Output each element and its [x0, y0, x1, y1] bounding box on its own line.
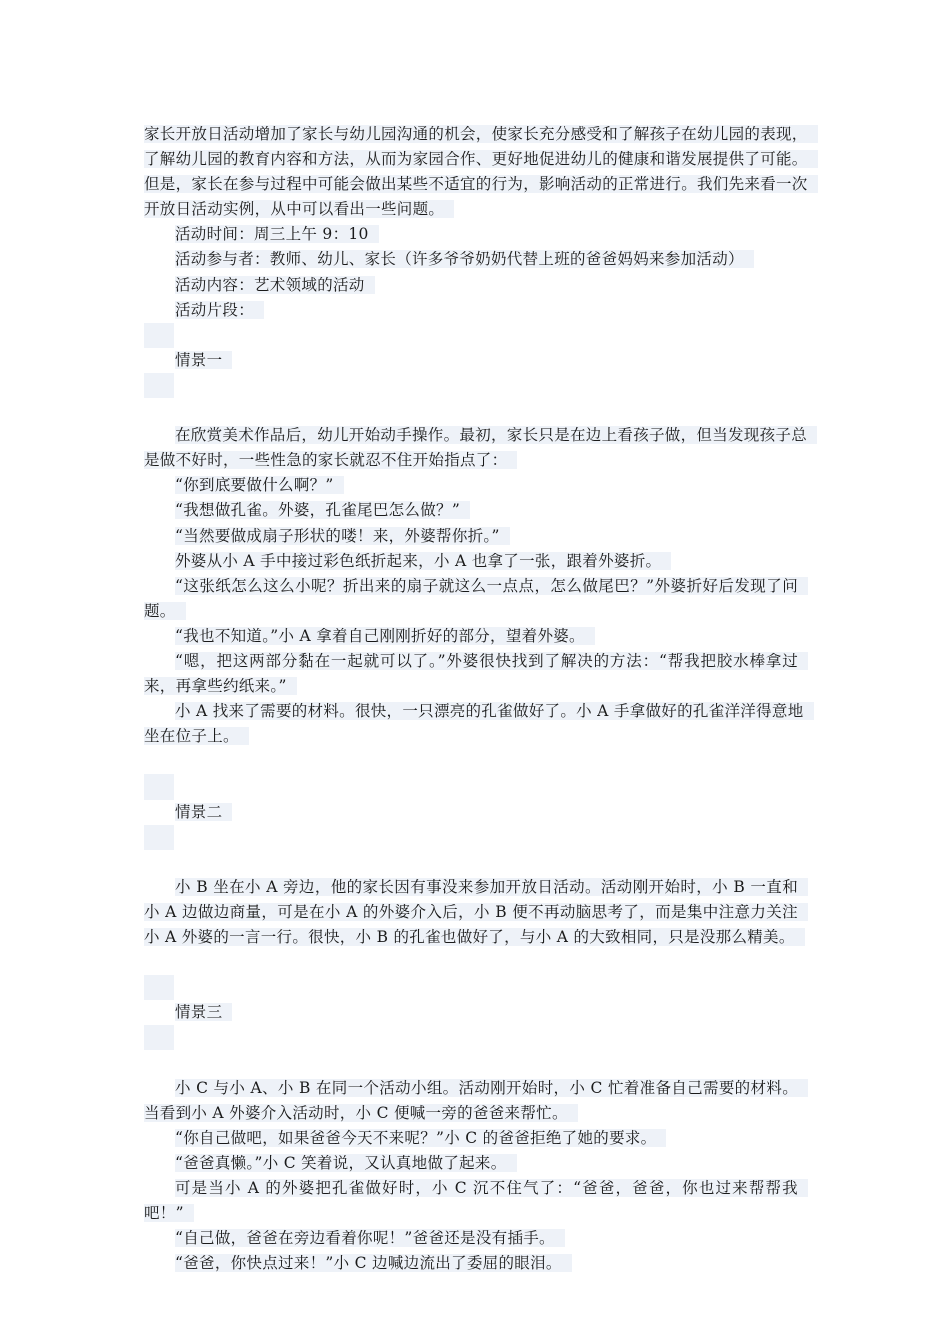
scene1-paragraph: “我也不知道。”小 A 拿着自己刚刚折好的部分，望着外婆。 — [144, 624, 808, 649]
scene1-paragraph: 在欣赏美术作品后，幼儿开始动手操作。最初，家长只是在边上看孩子做，但当发现孩子总是做不好时，一些性急的家长就忍不住开始指点了： — [144, 423, 808, 473]
activity-participants: 活动参与者：教师、幼儿、家长（许多爷爷奶奶代替上班的爸爸妈妈来参加活动） — [144, 247, 808, 272]
blank-line — [144, 1025, 174, 1050]
blank-line — [144, 774, 174, 799]
scene3-paragraph: “爸爸，你快点过来！”小 C 边喊边流出了委屈的眼泪。 — [144, 1251, 808, 1276]
scene1-paragraph: 小 A 找来了需要的材料。很快，一只漂亮的孔雀做好了。小 A 手拿做好的孔雀洋洋得意地坐在位子上。 — [144, 699, 808, 749]
scene1-paragraph: “你到底要做什么啊？” — [144, 473, 808, 498]
scene1-paragraph: “这张纸怎么这么小呢？折出来的扇子就这么一点点，怎么做尾巴？”外婆折好后发现了问题。 — [144, 574, 808, 624]
blank-line — [144, 323, 174, 348]
scene1-paragraph: 外婆从小 A 手中接过彩色纸折起来，小 A 也拿了一张，跟着外婆折。 — [144, 549, 808, 574]
scene3-title: 情景三 — [144, 1000, 808, 1025]
scene1-paragraph: “我想做孔雀。外婆，孔雀尾巴怎么做？” — [144, 498, 808, 523]
scene2-paragraph: 小 B 坐在小 A 旁边，他的家长因有事没来参加开放日活动。活动刚开始时，小 B 一直和小 A 边做边商量，可是在小 A 的外婆介入后，小 B 便不再动脑思考了，而是集中注意力关注小 A 外婆的一言一行。很快，小 B 的孔雀也做好了，与小 A 的大致相同，只是没那么精美。 — [144, 875, 808, 950]
scene1-title: 情景一 — [144, 348, 808, 373]
scene3-paragraph: “你自己做吧，如果爸爸今天不来呢？”小 C 的爸爸拒绝了她的要求。 — [144, 1126, 808, 1151]
activity-time: 活动时间：周三上午 9：10 — [144, 222, 808, 247]
scene3-paragraph: “爸爸真懒。”小 C 笑着说，又认真地做了起来。 — [144, 1151, 808, 1176]
activity-content: 活动内容：艺术领域的活动 — [144, 273, 808, 298]
scene3-paragraph: “自己做，爸爸在旁边看着你呢！”爸爸还是没有插手。 — [144, 1226, 808, 1251]
scene1-paragraph: “嗯，把这两部分黏在一起就可以了。”外婆很快找到了解决的方法：“帮我把胶水棒拿过来，再拿些约纸来。” — [144, 649, 808, 699]
intro-paragraph: 家长开放日活动增加了家长与幼儿园沟通的机会，使家长充分感受和了解孩子在幼儿园的表现，了解幼儿园的教育内容和方法，从而为家园合作、更好地促进幼儿的健康和谐发展提供了可能。但是，家长在参与过程中可能会做出某些不适宜的行为，影响活动的正常进行。我们先来看一次开放日活动实例，从中可以看出一些问题。 — [144, 122, 808, 222]
scene3-paragraph: 小 C 与小 A、小 B 在同一个活动小组。活动刚开始时，小 C 忙着准备自己需要的材料。当看到小 A 外婆介入活动时，小 C 便喊一旁的爸爸来帮忙。 — [144, 1076, 808, 1126]
blank-line — [144, 975, 174, 1000]
scene1-paragraph: “当然要做成扇子形状的喽！来，外婆帮你折。” — [144, 524, 808, 549]
scene2-title: 情景二 — [144, 800, 808, 825]
document-body — [144, 122, 808, 1276]
activity-segment: 活动片段： — [144, 298, 808, 323]
scene3-paragraph: 可是当小 A 的外婆把孔雀做好时，小 C 沉不住气了：“爸爸，爸爸，你也过来帮帮我吧！” — [144, 1176, 808, 1226]
blank-line — [144, 373, 174, 398]
blank-line — [144, 825, 174, 850]
